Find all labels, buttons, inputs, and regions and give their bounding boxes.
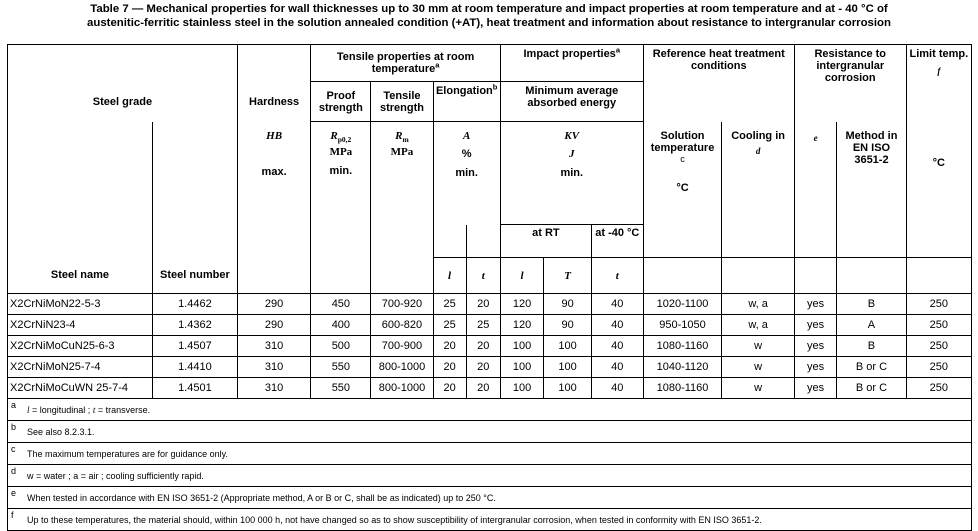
- a-col: A % min.: [433, 122, 500, 225]
- cell-number: 1.4462: [152, 294, 237, 315]
- steel-grade-header: Steel grade: [8, 82, 238, 122]
- header-row-4: [8, 258, 972, 294]
- footnote: [8, 443, 972, 465]
- cell-hb: 290: [237, 315, 311, 336]
- footnote-mark: c: [11, 443, 16, 454]
- footnote-text: Up to these temperatures, the material should, within 100 000 h, not have changed so as to show susceptibility of intergranular corrosion, when tested in conformity with EN ISO 3651-2.: [27, 514, 762, 525]
- cell-rm: 700-920: [371, 294, 433, 315]
- footnote-text: = longitudinal ;: [29, 404, 93, 415]
- limit-temp-header: Limit temp. f: [906, 45, 971, 122]
- tensile-group-header: Tensile properties at room temperature$^a$: [311, 45, 500, 82]
- hardness-header: Hardness: [237, 82, 311, 122]
- cell-al: 25: [433, 294, 466, 315]
- cell-rp: 450: [311, 294, 371, 315]
- cell-method: B or C: [837, 378, 906, 399]
- footnote-row: [8, 465, 972, 487]
- cell-e: yes: [794, 294, 836, 315]
- cell-kvT: 90: [544, 315, 592, 336]
- cell-limit: 250: [906, 315, 971, 336]
- at-rt-header: at RT: [500, 225, 591, 258]
- cell-method: B: [837, 336, 906, 357]
- footnote-mark: a: [11, 399, 17, 410]
- header-row-3: [8, 122, 972, 225]
- a-l-header: l: [433, 258, 466, 294]
- cell-e: yes: [794, 357, 836, 378]
- cell-method: A: [837, 315, 906, 336]
- rm-col: $R_m$ MPa: [371, 122, 433, 225]
- rp-col: $R_{p0,2}$ MPa min.: [311, 122, 371, 225]
- cell-at: 20: [466, 357, 500, 378]
- table-title: [0, 2, 978, 30]
- ref-heat-header: Reference heat treatment conditions: [643, 45, 794, 122]
- header-row-1: [8, 45, 972, 82]
- footnote: [8, 399, 972, 421]
- cell-kvT: 90: [544, 294, 592, 315]
- cell-sol: 1020-1100: [643, 294, 722, 315]
- min-avg-energy-header: Minimum average absorbed energy: [500, 82, 643, 122]
- cell-kvT: 100: [544, 357, 592, 378]
- footnote-symbol: l: [27, 404, 30, 415]
- cell-rp: 500: [311, 336, 371, 357]
- e-col: e: [794, 122, 836, 258]
- footnote: [8, 509, 972, 531]
- cell-sol: 1040-1120: [643, 357, 722, 378]
- cell-kvT: 100: [544, 378, 592, 399]
- footnote-row: [8, 509, 972, 531]
- cell-limit: 250: [906, 378, 971, 399]
- kv-l-header: l: [500, 258, 543, 294]
- table-body: [8, 294, 972, 399]
- cell-e: yes: [794, 315, 836, 336]
- footnote-text: See also 8.2.3.1.: [27, 426, 95, 437]
- title-line-1: Table 7 — Mechanical properties for wall thicknesses up to 30 mm at room temperature and impact properties at room temperature and at - 40 °C of: [90, 3, 888, 15]
- cell-number: 1.4507: [152, 336, 237, 357]
- cell-limit: 250: [906, 294, 971, 315]
- cell-rm: 800-1000: [371, 378, 433, 399]
- cell-al: 20: [433, 378, 466, 399]
- proof-strength-header: Proof strength: [311, 82, 371, 122]
- steel-name-header: Steel name: [8, 258, 153, 294]
- cell-method: B or C: [837, 357, 906, 378]
- cell-kvl: 120: [500, 315, 543, 336]
- cell-rm: 700-900: [371, 336, 433, 357]
- cell-limit: 250: [906, 336, 971, 357]
- cell-al: 20: [433, 357, 466, 378]
- cell-hb: 310: [237, 378, 311, 399]
- cell-sol: 1080-1160: [643, 378, 722, 399]
- cell-method: B: [837, 294, 906, 315]
- footnote-text: The maximum temperatures are for guidance only.: [27, 448, 228, 459]
- hb-col: HB max.: [237, 122, 311, 225]
- cell-kvl: 120: [500, 294, 543, 315]
- footnote-text: When tested in accordance with EN ISO 3651-2 (Appropriate method, A or B or C, shall be as indicated) up to 250 °C.: [27, 492, 496, 503]
- table-row: [8, 315, 972, 336]
- cell-rm: 800-1000: [371, 357, 433, 378]
- cell-hb: 290: [237, 294, 311, 315]
- footnote-row: [8, 487, 972, 509]
- footnote-text: = transverse.: [95, 404, 151, 415]
- cell-kvt: 40: [591, 315, 643, 336]
- cell-rp: 550: [311, 378, 371, 399]
- table-row: [8, 294, 972, 315]
- impact-group-header: Impact properties$^a$: [500, 45, 643, 82]
- cell-e: yes: [794, 378, 836, 399]
- cooling-col: Cooling in d: [722, 122, 794, 258]
- cell-kvT: 100: [544, 336, 592, 357]
- footnote-row: [8, 421, 972, 443]
- method-col: Method in EN ISO 3651-2: [837, 122, 906, 258]
- cell-al: 20: [433, 336, 466, 357]
- elongation-header: Elongation$^b$: [433, 82, 500, 122]
- cell-cool: w: [722, 336, 794, 357]
- cell-kvt: 40: [591, 336, 643, 357]
- cell-hb: 310: [237, 357, 311, 378]
- cell-at: 20: [466, 336, 500, 357]
- kv-t-header: t: [591, 258, 643, 294]
- footnote-mark: e: [11, 487, 17, 498]
- table-row: [8, 378, 972, 399]
- cell-kvt: 40: [591, 357, 643, 378]
- footnote-row: [8, 443, 972, 465]
- steel-number-header: Steel number: [152, 258, 237, 294]
- footnote-mark: d: [11, 465, 17, 476]
- properties-table: [7, 44, 972, 531]
- cell-sol: 1080-1160: [643, 336, 722, 357]
- cell-name: X2CrNiMoCuN25-6-3: [8, 336, 153, 357]
- cell-at: 20: [466, 378, 500, 399]
- cell-hb: 310: [237, 336, 311, 357]
- cell-name: X2CrNiMoN22-5-3: [8, 294, 153, 315]
- cell-name: X2CrNiMoN25-7-4: [8, 357, 153, 378]
- footnote: [8, 465, 972, 487]
- title-line-2: austenitic-ferritic stainless steel in the solution annealed condition (+AT), heat treatment and information about resistance to intergranular corrosion: [87, 17, 891, 29]
- solution-temp-col: Solution temperature c °C: [643, 122, 722, 258]
- footnote-row: [8, 399, 972, 421]
- cell-al: 25: [433, 315, 466, 336]
- cell-number: 1.4410: [152, 357, 237, 378]
- table-row: [8, 357, 972, 378]
- cell-number: 1.4362: [152, 315, 237, 336]
- footnote-text: w = water ; a = air ; cooling sufficiently rapid.: [27, 470, 204, 481]
- cell-cool: w: [722, 357, 794, 378]
- tensile-strength-header: Tensile strength: [371, 82, 433, 122]
- cell-number: 1.4501: [152, 378, 237, 399]
- cell-rp: 400: [311, 315, 371, 336]
- at-m40-header: at -40 °C: [591, 225, 643, 258]
- cell-sol: 950-1050: [643, 315, 722, 336]
- cell-cool: w, a: [722, 315, 794, 336]
- cell-rp: 550: [311, 357, 371, 378]
- kv-T-header: T: [544, 258, 592, 294]
- cell-name: X2CrNiMoCuWN 25-7-4: [8, 378, 153, 399]
- footnote-symbol: t: [92, 404, 96, 415]
- footnote-mark: b: [11, 421, 17, 432]
- footnote: [8, 487, 972, 509]
- kv-col: KV J min.: [500, 122, 643, 225]
- footnote-mark: f: [11, 509, 14, 520]
- a-t-header: t: [466, 258, 500, 294]
- cell-kvt: 40: [591, 294, 643, 315]
- cell-e: yes: [794, 336, 836, 357]
- cell-kvl: 100: [500, 336, 543, 357]
- cell-cool: w: [722, 378, 794, 399]
- footnote: [8, 421, 972, 443]
- cell-rm: 600-820: [371, 315, 433, 336]
- intergranular-header: Resistance to intergranular corrosion: [794, 45, 906, 122]
- cell-kvt: 40: [591, 378, 643, 399]
- cell-cool: w, a: [722, 294, 794, 315]
- cell-at: 25: [466, 315, 500, 336]
- table-row: [8, 336, 972, 357]
- cell-limit: 250: [906, 357, 971, 378]
- cell-name: X2CrNiN23-4: [8, 315, 153, 336]
- cell-kvl: 100: [500, 357, 543, 378]
- footnotes: [8, 399, 972, 531]
- limit-unit-col: °C: [906, 122, 971, 258]
- cell-at: 20: [466, 294, 500, 315]
- cell-kvl: 100: [500, 378, 543, 399]
